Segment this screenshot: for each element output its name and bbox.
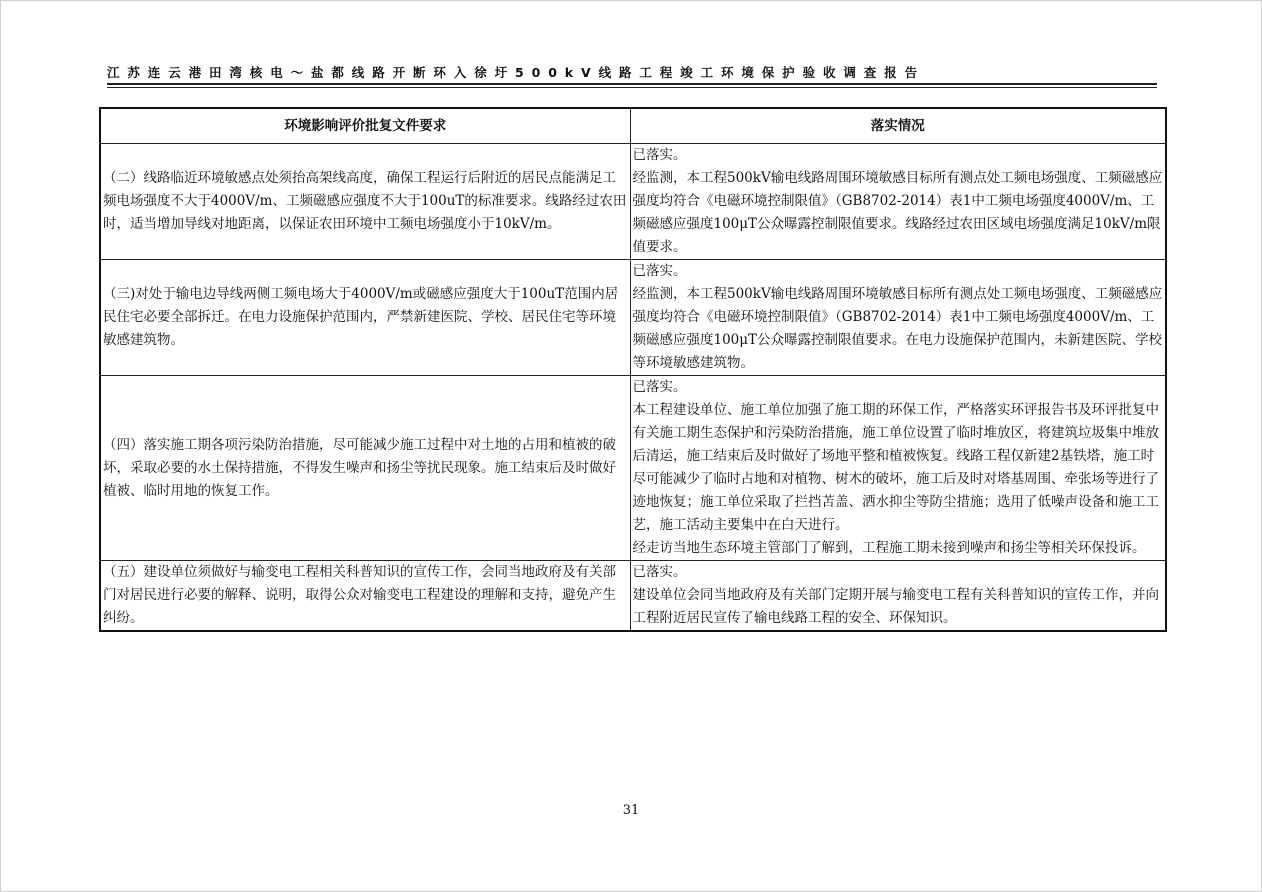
implementation-cell — [630, 144, 1166, 260]
implementation-status: 已落实。 — [632, 147, 687, 163]
table-row — [100, 561, 1166, 632]
implementation-cell — [630, 376, 1166, 561]
column-header-implementation: 落实情况 — [630, 108, 1166, 144]
requirement-cell — [100, 561, 630, 632]
implementation-text: 经监测，本工程500kV输电线路周围环境敏感目标所有测点处工频电场强度、工频磁感应强度均符合《电磁环境控制限值》（GB8702-2014）表1中工频电场强度4000V/m、工频磁感应强度100μT公众曝露控制限值要求。线路经过农田区域电场强度满足10kV/m限值要求。 — [632, 170, 1163, 255]
requirement-cell — [100, 260, 630, 376]
implementation-status: 已落实。 — [632, 379, 687, 395]
table-header-row — [100, 108, 1166, 144]
column-header-requirement: 环境影响评价批复文件要求 — [100, 108, 630, 144]
implementation-text: 建设单位会同当地政府及有关部门定期开展与输变电工程有关科普知识的宣传工作，并向工程附近居民宣传了输电线路工程的安全、环保知识。 — [632, 587, 1159, 626]
implementation-cell — [630, 260, 1166, 376]
implementation-text: 本工程建设单位、施工单位加强了施工期的环保工作，严格落实环评报告书及环评批复中有关施工期生态保护和污染防治措施，施工单位设置了临时堆放区，将建筑垃圾集中堆放后清运，施工结束后及时做好了场地平整和植被恢复。线路工程仅新建2基铁塔，施工时尽可能减少了临时占地和对植物、树木的破坏，施工后及时对塔基周围、牵张场等进行了迹地恢复；施工单位采取了拦挡苫盖、洒水抑尘等防尘措施；选用了低噪声设备和施工工艺，施工活动主要集中在白天进行。 — [632, 402, 1159, 533]
page-number: 31 — [622, 803, 640, 818]
table-row — [100, 144, 1166, 260]
requirement-cell — [100, 376, 630, 561]
header-rule-secondary — [107, 87, 1157, 88]
requirement-text: （三)对处于输电边导线两侧工频电场大于4000V/m或磁感应强度大于100uT范围内居民住宅必要全部拆迁。在电力设施保护范围内，严禁新建医院、学校、居民住宅等环境敏感建筑物。 — [103, 286, 619, 348]
requirement-text: （四）落实施工期各项污染防治措施，尽可能减少施工过程中对土地的占用和植被的破坏，采取必要的水土保持措施，不得发生噪声和扬尘等扰民现象。施工结束后及时做好植被、临时用地的恢复工作。 — [103, 436, 616, 499]
report-header-title: 江苏连云港田湾核电～盐都线路开断环入徐圩500kV线路工程竣工环境保护验收调查报告 — [107, 65, 925, 80]
implementation-status: 已落实。 — [632, 263, 687, 279]
header-rule — [107, 83, 1157, 85]
implementation-text: 经监测，本工程500kV输电线路周围环境敏感目标所有测点处工频电场强度、工频磁感应强度均符合《电磁环境控制限值》（GB8702-2014）表1中工频电场强度4000V/m、工频磁感应强度100μT公众曝露控制限值要求。在电力设施保护范围内，未新建医院、学校等环境敏感建筑物。 — [632, 286, 1163, 371]
table-row — [100, 376, 1166, 561]
implementation-note: 经走访当地生态环境主管部门了解到，工程施工期未接到噪声和扬尘等相关环保投诉。 — [632, 540, 1146, 556]
requirement-text: （五）建设单位须做好与输变电工程相关科普知识的宣传工作，会同当地政府及有关部门对居民进行必要的解释、说明，取得公众对输变电工程建设的理解和支持，避免产生纠纷。 — [103, 564, 616, 626]
implementation-cell — [630, 561, 1166, 632]
requirements-table — [99, 107, 1167, 632]
requirement-text: （二）线路临近环境敏感点处须抬高架线高度，确保工程运行后附近的居民点能满足工频电场强度不大于4000V/m、工频磁感应强度不大于100uT的标准要求。线路经过农田时，适当增加导线对地距离，以保证农田环境中工频电场强度小于10kV/m。 — [103, 170, 627, 232]
table-row — [100, 260, 1166, 376]
implementation-status: 已落实。 — [632, 564, 687, 580]
requirement-cell — [100, 144, 630, 260]
